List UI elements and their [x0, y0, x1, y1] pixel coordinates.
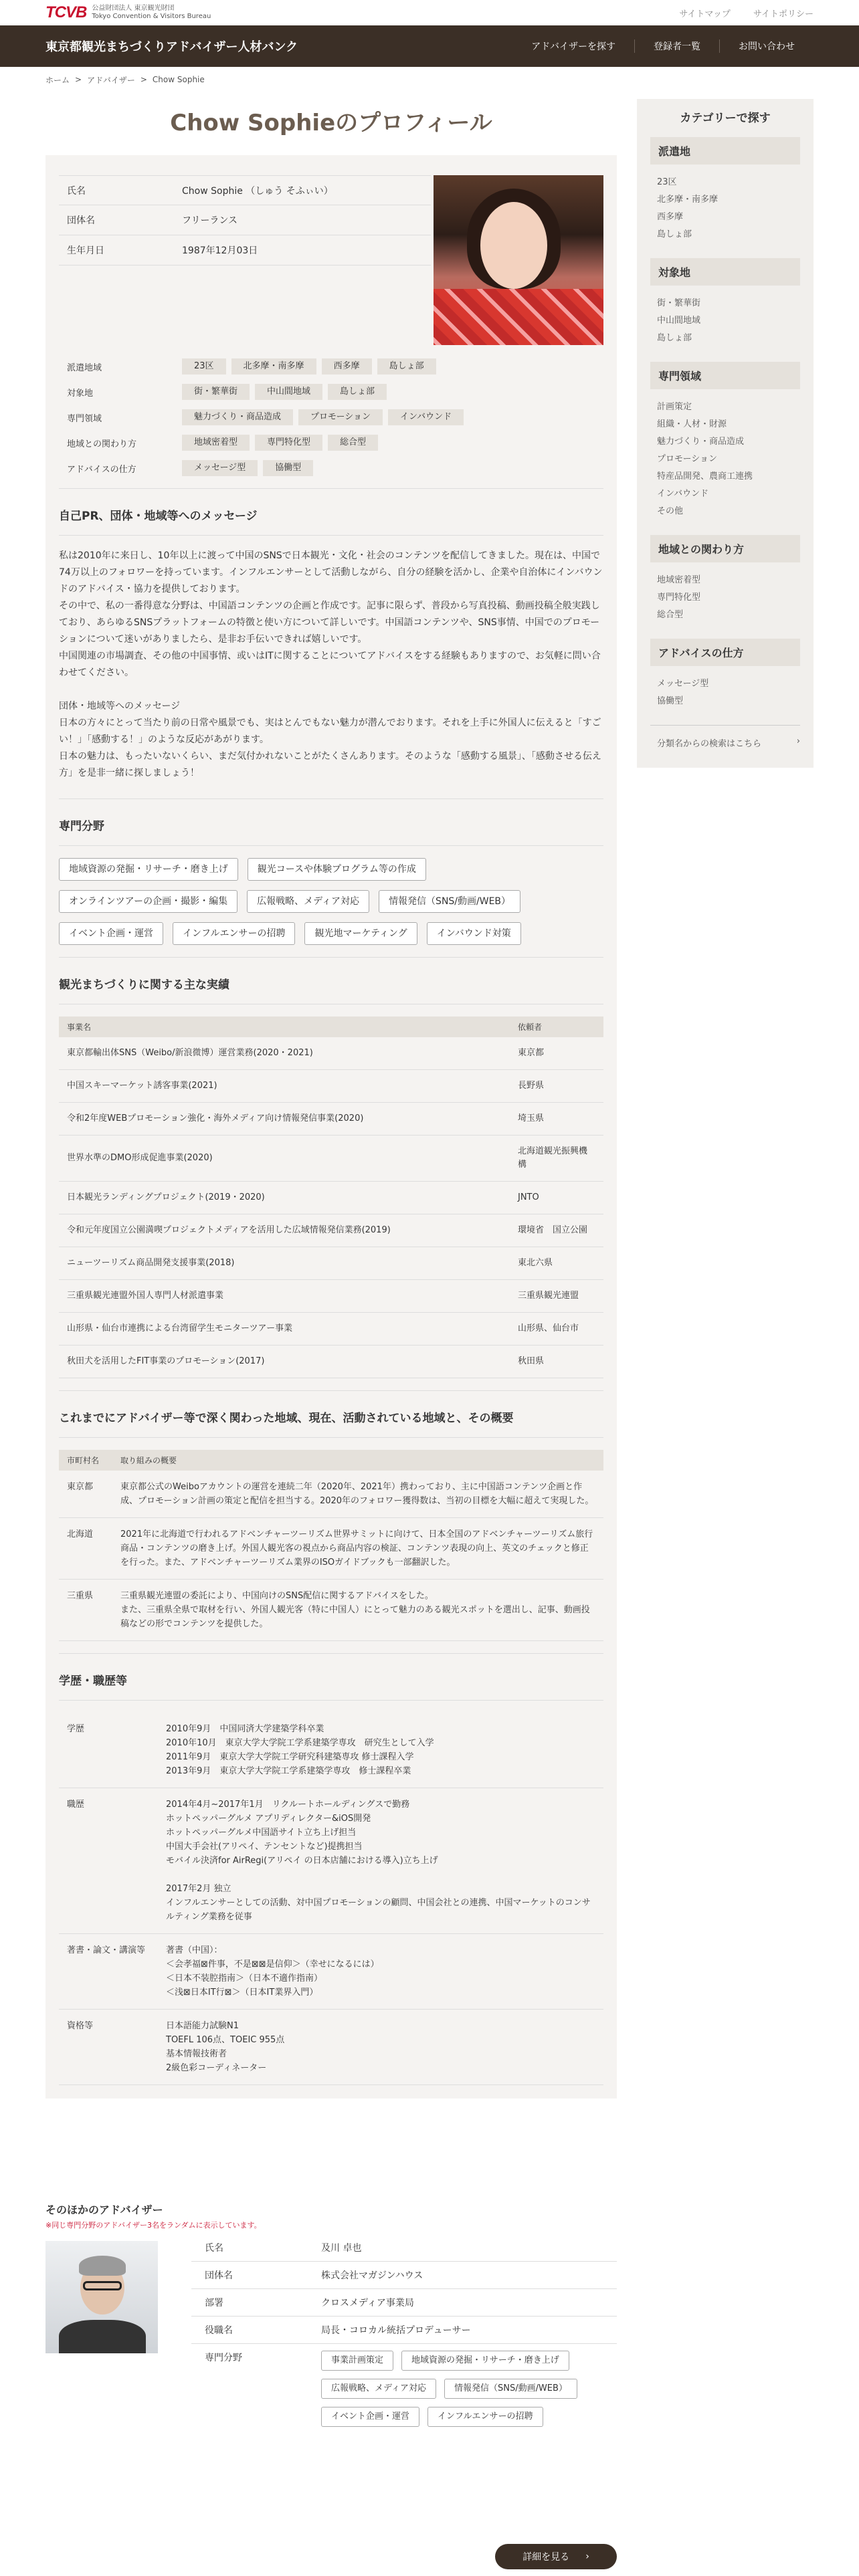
- info-row: 生年月日 1987年12月03日: [59, 235, 431, 265]
- profile-photo: [434, 175, 603, 345]
- tag-list: [182, 460, 603, 476]
- edu-line: 2013年9月 東京大学大学院工学系建築学専攻 修士課程卒業: [166, 1766, 411, 1776]
- category-tag[interactable]: プロモーション: [298, 409, 383, 425]
- category-tag[interactable]: 総合型: [328, 435, 378, 451]
- detail-button[interactable]: 詳細を見る ›: [495, 2544, 617, 2569]
- sidebar-item[interactable]: 西多摩: [657, 212, 684, 222]
- sidebar-item[interactable]: 地域密着型: [657, 575, 701, 585]
- table-row: [59, 1070, 603, 1103]
- tag-row-label: 派遣地域: [67, 363, 102, 373]
- sidebar-group: [650, 258, 800, 347]
- tag-row: [59, 460, 603, 476]
- edu-key: 職歴: [59, 1788, 158, 1934]
- table-row: [59, 1247, 603, 1280]
- region-summary: 2021年に北海道で行われるアドベンチャーツーリズム世界サミットに向けて、日本全国のアドベンチャーツーリズム旅行商品・コンテンツの磨き上げ。外国人観光客の視点から商品内容の検証、コンテンツ表現の向上、英文のチェックと修正を行った。また、アドベンチャーツーリズム業界のISOガイドブックも一部翻訳した。: [112, 1518, 603, 1580]
- edu-line: 2017年2月 独立: [166, 1884, 231, 1894]
- advisor-row-label: 氏名: [205, 2243, 223, 2254]
- sidebar-item[interactable]: その他: [657, 506, 684, 516]
- advisor-row: [191, 2262, 617, 2289]
- pr-paragraph: 私は2010年に来日し、10年以上に渡って中国のSNSで日本観光・文化・社会のコンテンツを配信してきました。現在は、中国で74万以上のフォロワーを持っています。インフルエンサーとして活動しながら、自分の経験を活かし、企業や自治体にインバウンドのアドバイス・協力を提供しております。 その中で、私の一番得意な分野は、中国語コンテンツの企画と作成です。記事に限らず、普段から写真投稿、動画投稿全般実践しており、あらゆるSNSプラットフォームの特徴と使い方について詳しいです。中国語コンテンツや、SNS事情、中国でのプロモーションについて迷いがありましたら、是非お手伝いできれば嬉しいです。 中国関連の市場調査、その他の中国事情、或いはITに関することについてアドバイスをする経験もありますので、お気軽に問い合わせてください。: [59, 550, 603, 678]
- project-name: 令和2年度WEBプロモーション強化・海外メディア向け情報発信事業(2020): [59, 1103, 510, 1136]
- chevron-right-icon: ›: [585, 2551, 589, 2562]
- client-name: 環境省 国立公園: [510, 1214, 603, 1247]
- category-tag[interactable]: 中山間地域: [255, 384, 322, 400]
- advisor-row-value: 及川 卓也: [321, 2243, 362, 2254]
- project-name: 中国スキーマーケット誘客事業(2021): [59, 1070, 510, 1103]
- info-row: 氏名 Chow Sophie （しゅう そふぃい）: [59, 175, 431, 205]
- breadcrumb-advisor[interactable]: アドバイザー: [87, 75, 135, 85]
- sidebar-group: [650, 362, 800, 520]
- field-chip[interactable]: インフルエンサーの招聘: [173, 922, 295, 945]
- project-name: 日本観光ランディングプロジェクト(2019・2020): [59, 1182, 510, 1214]
- category-tag[interactable]: 北多摩・南多摩: [231, 358, 316, 374]
- tag-list: [182, 409, 603, 425]
- field-chip[interactable]: 観光コースや体験プログラム等の作成: [248, 858, 426, 881]
- nav-registrant-list[interactable]: 登録者一覧: [634, 39, 719, 53]
- edu-line: 2級色彩コーディネーター: [166, 2063, 267, 2073]
- other-title: そのほかのアドバイザー: [45, 2204, 163, 2216]
- project-name: 山形県・仙台市連携による台湾留学生モニターツアー事業: [59, 1313, 510, 1346]
- advisor-field-chip[interactable]: インフルエンサーの招聘: [427, 2407, 543, 2427]
- edu-line: ＜浅⊠日本IT行⊠＞（日本IT業界入門）: [166, 1988, 318, 1998]
- advisor-field-chip[interactable]: イベント企画・運営: [321, 2407, 419, 2427]
- field-chip[interactable]: 地域資源の発掘・リサーチ・磨き上げ: [59, 858, 238, 881]
- field-chip[interactable]: インバウンド対策: [427, 922, 521, 945]
- edu-line: 日本語能力試験N1: [166, 2021, 239, 2031]
- top-bar: [0, 0, 859, 25]
- regions-table: 市町村名 取り組みの概要 東京都 東京都公式のWeiboアカウントの運営を連続二年（2020年、2021年）携わっており、主に中国語コンテンツ企画と作成、プロモーション計画の策定と配信を担当する。2020年のフォロワー獲得数は、当初の目標を大幅に超えて実現した。 北海道 2021年に北海道で行われるアドベンチャーツーリズム世界サミットに向けて、日本全国のアドベンチャーツーリズム旅行商品・コンテンツの磨き上げ。外国人観光客の視点から商品内容の検証、コンテンツ表現の向上、英文のチェックと修正を行った。また、アドベンチャーツーリズム業界のISOガイドブックも一部翻訳した。 三重県 三重県観光連盟の委託により、中国向けのSNS配信に関するアドバイスをした。 また、三重県全県で取材を行い、外国人観光客（特に中国人）にとって魅力のある観光スポットを選出し、記事、動画投稿などの形でコンテンツを提供した。: [59, 1450, 603, 1641]
- edu-line: ホットペッパーグルメ中国語サイト立ち上げ担当: [166, 1828, 357, 1838]
- edu-line: 中国大手会社(アリペイ、テンセントなど)提携担当: [166, 1842, 363, 1852]
- sidebar-item[interactable]: 魅力づくり・商品造成: [657, 437, 745, 447]
- table-row: [59, 1346, 603, 1378]
- category-sidebar: [637, 99, 814, 768]
- edu-line: TOEFL 106点、TOEIC 955点: [166, 2035, 285, 2045]
- edu-line: 基本情報技術者: [166, 2049, 227, 2059]
- field-chip[interactable]: 広報戦略、メディア対応: [247, 890, 369, 913]
- region-name: 北海道: [59, 1518, 112, 1580]
- field-chip[interactable]: 情報発信（SNS/動画/WEB）: [379, 890, 520, 913]
- tag-list: [182, 384, 603, 400]
- category-tag[interactable]: 街・繁華街: [182, 384, 250, 400]
- tag-row: [59, 409, 603, 425]
- category-tag[interactable]: インバウンド: [388, 409, 464, 425]
- table-row: [59, 1713, 603, 1788]
- table-row: [59, 1580, 603, 1641]
- sidebar-heading: 派遣地: [650, 137, 800, 165]
- pr-heading: 自己PR、団体・地域等へのメッセージ: [59, 506, 603, 536]
- advisor-card: [45, 2241, 617, 2434]
- tag-row: [59, 358, 603, 374]
- client-name: 東北六県: [510, 1247, 603, 1280]
- pr-section: [59, 488, 603, 782]
- advisor-field-chip[interactable]: 事業計画策定: [321, 2351, 393, 2371]
- project-name: ニューツーリズム商品開発支援事業(2018): [59, 1247, 510, 1280]
- edu-line: ＜日本不装腔指南＞（日本不適作指南）: [166, 1973, 323, 1983]
- nav-find-advisor[interactable]: アドバイザーを探す: [531, 41, 615, 52]
- advisor-photo[interactable]: [45, 2241, 158, 2353]
- advisor-row: [191, 2317, 617, 2344]
- advisor-row-value: 株式会社マガジンハウス: [321, 2270, 423, 2281]
- sidebar-heading: 対象地: [650, 258, 800, 286]
- nav-contact[interactable]: お問い合わせ: [719, 39, 814, 53]
- sidebar-item[interactable]: 街・繁華街: [657, 298, 701, 308]
- edu-line: 著書（中国）：: [166, 1945, 223, 1955]
- field-chip[interactable]: オンラインツアーの企画・撮影・編集: [59, 890, 237, 913]
- table-row: [59, 1518, 603, 1580]
- client-name: 北海道観光振興機構: [510, 1136, 603, 1182]
- table-row: [59, 2010, 603, 2085]
- sidebar-group: [650, 639, 800, 710]
- other-advisors: [45, 2202, 617, 2434]
- category-tag[interactable]: 専門特化型: [255, 435, 322, 451]
- edu-value: [158, 1788, 603, 1934]
- project-name: 秋田犬を活用したFIT事業のプロモーション(2017): [59, 1346, 510, 1378]
- breadcrumb: ホーム > アドバイザー > Chow Sophie: [45, 75, 205, 85]
- project-name: 三重県観光連盟外国人専門人材派遣事業: [59, 1280, 510, 1313]
- table-row: [59, 1280, 603, 1313]
- advisor-field-chip[interactable]: 地域資源の発掘・リサーチ・磨き上げ: [401, 2351, 569, 2371]
- client-name: 山形県、仙台市: [510, 1313, 603, 1346]
- sidebar-heading: 地域との関わり方: [650, 535, 800, 562]
- edu-line: [166, 1868, 595, 1882]
- sidebar-item[interactable]: 特産品開発、農商工連携: [657, 471, 753, 481]
- tag-row-label: 対象地: [67, 389, 94, 399]
- edu-line: ホットペッパーグルメ アプリディレクター&iOS開発: [166, 1814, 371, 1824]
- site-policy-link[interactable]: サイトポリシー: [753, 9, 814, 19]
- edu-key: 資格等: [59, 2010, 158, 2085]
- category-tag[interactable]: 島しょ部: [328, 384, 387, 400]
- sidebar-item[interactable]: 中山間地域: [657, 316, 701, 326]
- achievements-table: 事業名 依頼者 東京都輸出体SNS（Weibo/新浪微博）運営業務(2020・2021) 東京都 中国スキーマーケット誘客事業(2021) 長野県 令和2年度WEBプロモーション強化・海外メディア向け情報発信事業(2020) 埼玉県 世界水準のDMO形成促進事業(2020) 北海道観光振興機構 日本観光ランディングプロジェクト(2019・2020) JNTO 令和元年度国立公園満喫プロジェクトメディアを活用した広域情報発信業務(2019) 環境省 国立公園 ニューツーリズム商品開発支援事業(2018) 東北六県 三重県観光連盟外国人専門人材派遣事業 三重県観光連盟 山形県・仙台市連携による台湾留学生モニターツアー事業 山形県、仙台市 秋田犬を活用したFIT事業のプロモーション(2017) 秋田県: [59, 1016, 603, 1378]
- sidebar-title: カテゴリーで探す: [680, 112, 771, 125]
- sidebar-item[interactable]: プロモーション: [657, 454, 717, 464]
- edu-heading: 学歴・職歴等: [59, 1671, 603, 1701]
- edu-value: [158, 1934, 603, 2010]
- regions-section: [59, 1390, 603, 1641]
- tag-row-label: 地域との関わり方: [67, 439, 137, 449]
- sidebar-heading: 専門領域: [650, 362, 800, 389]
- advisor-row: [191, 2241, 617, 2262]
- edu-section: [59, 1653, 603, 2085]
- info-row: 団体名 フリーランス: [59, 205, 431, 235]
- logo-org-ja: 公益財団法人 東京観光財団: [92, 5, 175, 12]
- sidebar-item[interactable]: 組織・人材・財源: [657, 419, 727, 429]
- main-nav: [0, 25, 859, 67]
- edu-value: [158, 2010, 603, 2085]
- other-note: ※同じ専門分野のアドバイザー3名をランダムに表示しています。: [45, 2221, 262, 2230]
- tag-row: [59, 384, 603, 400]
- region-summary: 東京都公式のWeiboアカウントの運営を連続二年（2020年、2021年）携わっており、主に中国語コンテンツ企画と作成、プロモーション計画の策定と配信を担当する。2020年のフォロワー獲得数は、当初の目標を大幅に超えて実現した。: [112, 1471, 603, 1518]
- table-row: [59, 1103, 603, 1136]
- page-title: Chow Sophieのプロフィール: [170, 110, 492, 136]
- basic-info-table: [59, 175, 431, 345]
- sidebar-item[interactable]: 総合型: [657, 610, 684, 620]
- category-tag[interactable]: 島しょ部: [377, 358, 436, 374]
- category-tag[interactable]: 西多摩: [322, 358, 372, 374]
- pr-paragraph: 団体・地域等へのメッセージ 日本の方々にとって当たり前の日常や風景でも、実はとんでもない魅力が潜んでおります。それを上手に外国人に伝えると「すごい！」「感動する！」のような反応があがります。 日本の魅力は、もったいないくらい、まだ気付かれないことがたくさんあります。そのような「感動する風景」、「感動させる伝え方」を是非一緒に探しましょう！: [59, 701, 601, 778]
- tag-row-label: 専門領域: [67, 414, 102, 424]
- edu-value: [158, 1713, 603, 1788]
- category-tag[interactable]: 魅力づくり・商品造成: [182, 409, 293, 425]
- project-name: 世界水準のDMO形成促進事業(2020): [59, 1136, 510, 1182]
- region-summary: 三重県観光連盟の委託により、中国向けのSNS配信に関するアドバイスをした。 また、三重県全県で取材を行い、外国人観光客（特に中国人）にとって魅力のある観光スポットを選出し、記事、動画投稿などの形でコンテンツを提供した。: [112, 1580, 603, 1641]
- region-name: 三重県: [59, 1580, 112, 1641]
- advisor-row-label: 役職名: [205, 2325, 233, 2336]
- edu-line: 2010年10月 東京大学大学院工学系建築学専攻 研究生として入学: [166, 1738, 434, 1748]
- sidebar-item[interactable]: 協働型: [657, 696, 684, 706]
- site-title[interactable]: 東京都観光まちづくりアドバイザー人材バンク: [45, 40, 298, 54]
- advisor-row-value: クロスメディア事業局: [321, 2298, 414, 2309]
- edu-line: 2011年9月 東京大学大学院工学研究科建築専攻 修士課程入学: [166, 1752, 414, 1762]
- sidebar-item[interactable]: メッセージ型: [657, 679, 709, 689]
- edu-key: 著書・論文・講演等: [59, 1934, 158, 2010]
- project-name: 東京都輸出体SNS（Weibo/新浪微博）運営業務(2020・2021): [59, 1037, 510, 1070]
- sitemap-link[interactable]: サイトマップ: [679, 9, 731, 19]
- client-name: 埼玉県: [510, 1103, 603, 1136]
- sidebar-item[interactable]: 島しょ部: [657, 333, 692, 343]
- category-tags: [59, 358, 603, 476]
- sidebar-item[interactable]: 専門特化型: [657, 593, 701, 603]
- breadcrumb-home[interactable]: ホーム: [45, 75, 70, 85]
- tag-list: [182, 435, 603, 451]
- category-tag[interactable]: 23区: [182, 358, 226, 374]
- table-row: [59, 1934, 603, 2010]
- edu-line: ＜会孝福⊠件事，不是⊠⊠是信仰＞（幸せになるには）: [166, 1959, 379, 1969]
- edu-table: [59, 1713, 603, 2085]
- sidebar-heading: アドバイスの仕方: [650, 639, 800, 666]
- sidebar-item[interactable]: 計画策定: [657, 402, 692, 412]
- achievements-heading: 観光まちづくりに関する主な実績: [59, 975, 603, 1004]
- project-name: 令和元年度国立公園満喫プロジェクトメディアを活用した広域情報発信業務(2019): [59, 1214, 510, 1247]
- advisor-field-chip[interactable]: 情報発信（SNS/動画/WEB）: [444, 2379, 577, 2399]
- edu-key: 学歴: [59, 1713, 158, 1788]
- advisor-field-list: [321, 2351, 617, 2427]
- sidebar-group: [650, 535, 800, 624]
- breadcrumb-current: Chow Sophie: [152, 75, 205, 84]
- client-name: 三重県観光連盟: [510, 1280, 603, 1313]
- table-row: [59, 1182, 603, 1214]
- category-tag[interactable]: 協働型: [263, 460, 313, 476]
- table-row: [59, 1788, 603, 1934]
- region-name: 東京都: [59, 1471, 112, 1518]
- tag-row: [59, 435, 603, 451]
- tag-row-label: アドバイスの仕方: [67, 465, 136, 475]
- category-tag[interactable]: メッセージ型: [182, 460, 258, 476]
- edu-line: インフルエンサーとしての活動、対中国プロモーションの顧問、中国会社との連携、中国マーケットのコンサルティング業務を従事: [166, 1898, 591, 1922]
- tag-list: [182, 358, 603, 374]
- sidebar-item[interactable]: 北多摩・南多摩: [657, 195, 719, 205]
- field-chip[interactable]: イベント企画・運営: [59, 922, 163, 945]
- client-name: 東京都: [510, 1037, 603, 1070]
- category-search-link[interactable]: 分類名からの検索はこちら ›: [650, 725, 800, 749]
- field-heading: 専門分野: [59, 817, 603, 846]
- achievements-section: [59, 957, 603, 1378]
- top-links: [679, 7, 814, 19]
- sidebar-item[interactable]: インバウンド: [657, 489, 709, 499]
- logo-mark: TCVB: [45, 3, 87, 21]
- regions-heading: これまでにアドバイザー等で深く関わった地域、現在、活動されている地域と、その概要: [59, 1408, 603, 1438]
- category-tag[interactable]: 地域密着型: [182, 435, 250, 451]
- table-row: [59, 1214, 603, 1247]
- sidebar-group: [650, 137, 800, 243]
- sidebar-item[interactable]: 23区: [657, 177, 677, 187]
- table-row: [59, 1313, 603, 1346]
- advisor-row-label: 専門分野: [205, 2353, 242, 2363]
- client-name: 長野県: [510, 1070, 603, 1103]
- client-name: JNTO: [510, 1182, 603, 1214]
- client-name: 秋田県: [510, 1346, 603, 1378]
- chevron-right-icon: ›: [796, 736, 800, 746]
- table-row: [59, 1037, 603, 1070]
- table-row: [59, 1471, 603, 1518]
- profile-panel: [45, 155, 617, 2099]
- site-logo[interactable]: [45, 3, 211, 22]
- sidebar-item[interactable]: 島しょ部: [657, 229, 692, 239]
- field-section: [59, 798, 603, 945]
- advisor-row: [191, 2289, 617, 2317]
- logo-org-en: Tokyo Convention & Visitors Bureau: [92, 13, 211, 20]
- edu-line: 2014年4月~2017年1月 リクルートホールディングスで勤務: [166, 1800, 410, 1810]
- advisor-row-label: 部署: [205, 2298, 223, 2309]
- advisor-field-chip[interactable]: 広報戦略、メディア対応: [321, 2379, 436, 2399]
- advisor-row: [191, 2344, 617, 2434]
- edu-line: モバイル決済for AirRegi(アリペイ の日本店舗における導入)立ち上げ: [166, 1856, 438, 1866]
- field-chip[interactable]: 観光地マーケティング: [304, 922, 417, 945]
- table-row: [59, 1136, 603, 1182]
- advisor-row-value: 局長・コロカル統括プロデューサー: [321, 2325, 471, 2336]
- advisor-row-label: 団体名: [205, 2270, 233, 2281]
- main-content: [45, 99, 617, 2099]
- edu-line: 2010年9月 中国同済大学建築学科卒業: [166, 1724, 324, 1734]
